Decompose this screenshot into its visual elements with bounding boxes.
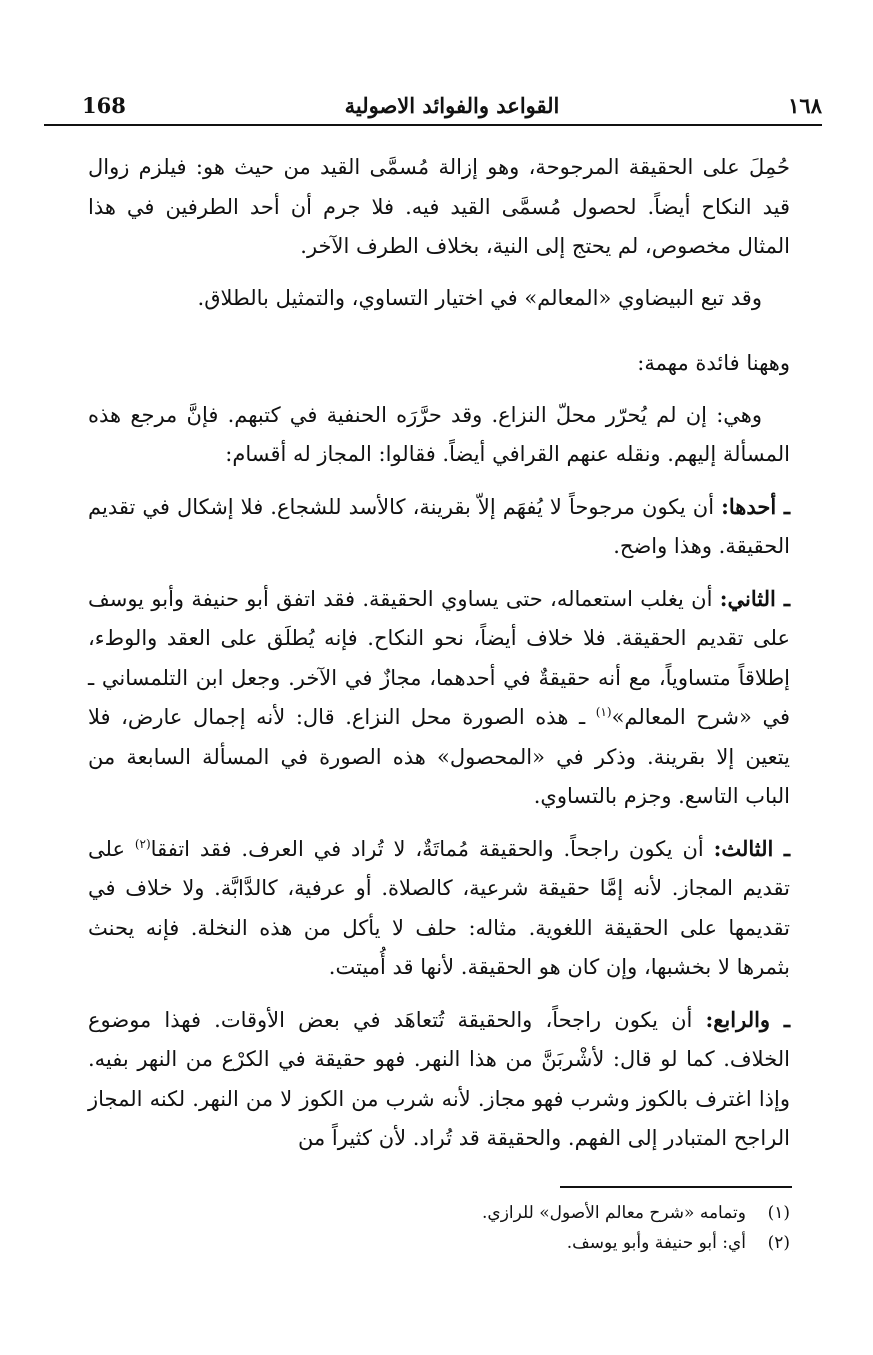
footnote-1 (300, 1198, 790, 1228)
footnote-1-text: وتمامه «شرح معالم الأصول» للرازي. (482, 1203, 746, 1223)
footnote-2-text: أي: أبو حنيفة وأبو يوسف. (566, 1233, 746, 1253)
item-fourth-lead: ـ والرابع: (705, 1006, 790, 1032)
item-fourth-text: أن يكون راجحاً، والحقيقة تُتعاهَد في بعض الأوقات. فهذا موضوع الخلاف. كما لو قال: لأشْربَنَّ من هذا النهر. فهو حقيقة في الكرْع من النهر بفيه. وإذا اغترف بالكوز وشرب فهو مجاز. لأنه شرب من الكوز لا من النهر. لكنه المجاز الراجح المتبادر إلى الفهم. والحقيقة قد تُراد. لأن كثيراً من (88, 1007, 790, 1150)
item-first-lead: ـ أحدها: (721, 493, 790, 519)
footnote-2-number: (٢) (767, 1233, 790, 1253)
page-number-latin: 168 (82, 92, 126, 118)
item-second-text-b: ـ هذه الصورة محل النزاع. قال: لأنه إجمال عارض، فلا يتعين إلا بقرينة. وذكر في «المحصول» هذه الصورة في المسألة السابعة من الباب التاسع. وجزم بالتساوي. (88, 705, 790, 808)
item-fourth (88, 1000, 790, 1159)
item-third-text-a: أن يكون راجحاً. والحقيقة مُماتَةٌ، لا تُراد في العرف. فقد اتفقا (150, 836, 714, 861)
main-text (88, 148, 790, 1171)
footnote-ref-2[interactable]: (٢) (134, 836, 151, 851)
section-heading: وههنا فائدة مهمة: (637, 351, 790, 375)
item-third-text-b: على تقديم المجاز. لأنه إمَّا حقيقة شرعية، كالصلاة. أو عرفية، كالدَّابَّة. ولا خلاف في تقديمها على الحقيقة اللغوية. مثاله: حلف لا يأكل من هذه النخلة. فإنه يحنث بثمرها لا بخشبها، وإن كان هو الحقيقة. لأنها قد أُميتت. (88, 836, 790, 979)
item-first (88, 487, 790, 567)
item-first-text: أن يكون مرجوحاً لا يُفهَم إلاّ بقرينة، كالأسد للشجاع. فلا إشكال في تقديم الحقيقة. وهذا واضح. (88, 494, 790, 558)
footnote-divider (560, 1186, 792, 1188)
running-header (44, 86, 822, 126)
book-title: القواعد والفوائد الاصولية (344, 92, 560, 118)
footnote-1-number: (١) (767, 1203, 790, 1223)
paragraph-2: وقد تبع البيضاوي «المعالم» في اختيار التساوي، والتمثيل بالطلاق. (197, 285, 762, 310)
item-third-lead: ـ الثالث: (713, 835, 790, 861)
item-second-lead: ـ الثاني: (719, 585, 790, 611)
paragraph-1: حُمِلَ على الحقيقة المرجوحة، وهو إزالة مُسمَّى القيد من حيث هو: فيلزم زوال قيد النكاح أيضاً. لحصول مُسمَّى القيد فيه. فلا جرم أن أحد الطرفين في هذا المثال مخصوص، لم يحتج إلى النية، بخلاف الطرف الآخر. (88, 155, 790, 258)
item-second (88, 579, 790, 817)
footnote-ref-1[interactable]: (١) (595, 705, 612, 719)
footnotes (300, 1198, 790, 1258)
footnote-2 (300, 1228, 790, 1258)
item-second-text-a: أن يغلب استعماله، حتى يساوي الحقيقة. فقد اتفق أبو حنيفة وأبو يوسف على تقديم الحقيقة. فلا خلاف أيضاً، نحو النكاح. فإنه يُطلَق على العقد والوطء، إطلاقاً متساوياً، مع أنه حقيقةٌ في أحدهما، مجازٌ في الآخر. وجعل ابن التلمساني ـ في «شرح المعالم» (88, 586, 790, 729)
page-number-arabic: ١٦٨ (788, 92, 822, 118)
paragraph-3: وهي: إن لم يُحرّر محلّ النزاع. وقد حرَّرَه الحنفية في كتبهم. فإنَّ مرجع هذه المسألة إليهم. ونقله عنهم القرافي أيضاً. فقالوا: المجاز له أقسام: (88, 402, 790, 466)
item-third (88, 829, 790, 988)
